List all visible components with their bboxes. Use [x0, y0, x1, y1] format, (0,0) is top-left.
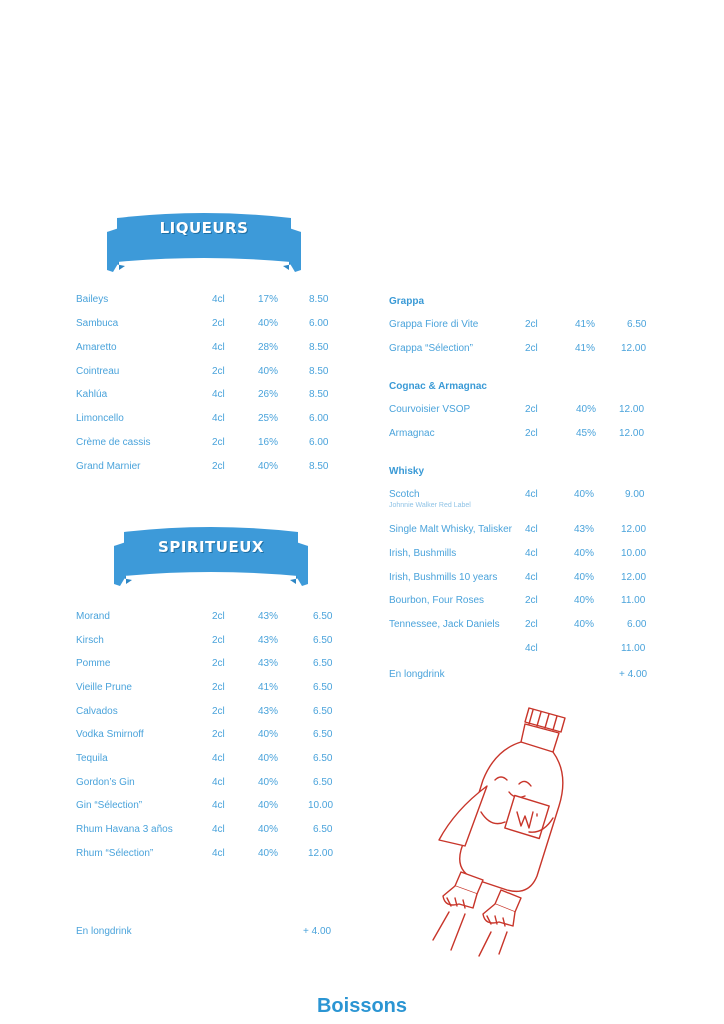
- item-volume: 2cl: [212, 635, 225, 646]
- item-abv: 40%: [574, 619, 595, 630]
- item-volume: 2cl: [525, 343, 538, 354]
- item-name: Sambuca: [76, 318, 119, 329]
- longdrink-label: En longdrink: [76, 926, 132, 937]
- item-price: 12.00: [621, 524, 647, 535]
- item-name: Bourbon, Four Roses: [389, 595, 485, 606]
- item-price: 6.00: [309, 413, 329, 424]
- item-abv: 26%: [258, 389, 279, 400]
- item-name: Gordon’s Gin: [76, 777, 135, 788]
- whisky-heading: Whisky: [389, 466, 425, 477]
- item-volume: 4cl: [212, 777, 225, 788]
- item-name: Armagnac: [389, 428, 435, 439]
- item-abv: 40%: [574, 572, 595, 583]
- item-price: 11.00: [621, 595, 646, 606]
- item-volume: 2cl: [212, 366, 225, 377]
- item-volume: 2cl: [212, 437, 225, 448]
- item-name: Limoncello: [76, 413, 124, 424]
- item-abv: 25%: [258, 413, 279, 424]
- item-volume: 4cl: [525, 643, 538, 654]
- item-price: 9.00: [625, 489, 645, 500]
- item-name: Gin “Sélection”: [76, 800, 143, 811]
- spiritueux-heading: SPIRITUEUX: [158, 538, 264, 556]
- item-price: 6.50: [627, 319, 647, 330]
- item-abv: 40%: [576, 404, 597, 415]
- item-price: 10.00: [308, 800, 334, 811]
- item-abv: 16%: [258, 437, 279, 448]
- item-name: Morand: [76, 611, 110, 622]
- item-volume: 2cl: [525, 404, 538, 415]
- item-volume: 4cl: [212, 389, 225, 400]
- item-volume: 2cl: [212, 318, 225, 329]
- item-name: Grappa Fiore di Vite: [389, 319, 479, 330]
- item-name: Pomme: [76, 658, 111, 669]
- item-volume: 4cl: [212, 413, 225, 424]
- item-price: 6.50: [313, 682, 333, 693]
- item-price: 6.50: [313, 635, 333, 646]
- item-volume: 4cl: [212, 342, 225, 353]
- item-volume: 4cl: [525, 572, 538, 583]
- liqueurs-banner: [105, 210, 303, 276]
- item-abv: 40%: [258, 777, 279, 788]
- item-volume: 2cl: [525, 619, 538, 630]
- item-price: 8.50: [309, 461, 329, 472]
- item-price: 12.00: [619, 404, 645, 415]
- item-abv: 40%: [258, 729, 279, 740]
- item-price: 10.00: [621, 548, 647, 559]
- item-abv: 41%: [575, 343, 596, 354]
- item-abv: 40%: [258, 824, 279, 835]
- item-price: 12.00: [619, 428, 645, 439]
- item-abv: 45%: [576, 428, 597, 439]
- grappa-heading: Grappa: [389, 296, 425, 307]
- item-volume: 4cl: [212, 753, 225, 764]
- item-volume: 2cl: [212, 461, 225, 472]
- item-name: Tequila: [76, 753, 108, 764]
- item-name: Single Malt Whisky, Talisker: [389, 524, 512, 535]
- scotch-subtitle: Johnnie Walker Red Label: [389, 502, 471, 509]
- longdrink-label: En longdrink: [389, 669, 445, 680]
- item-volume: 2cl: [525, 428, 538, 439]
- item-price: 6.50: [313, 706, 333, 717]
- item-price: 6.50: [313, 777, 333, 788]
- item-price: 12.00: [621, 572, 647, 583]
- longdrink-price: + 4.00: [619, 669, 648, 680]
- item-name: Calvados: [76, 706, 118, 717]
- item-name: Crème de cassis: [76, 437, 151, 448]
- item-price: 8.50: [309, 342, 329, 353]
- item-name: Kirsch: [76, 635, 104, 646]
- item-price: 6.50: [313, 753, 333, 764]
- item-abv: 40%: [258, 753, 279, 764]
- item-abv: 40%: [258, 366, 279, 377]
- item-volume: 2cl: [212, 706, 225, 717]
- spiritueux-banner: [112, 524, 310, 590]
- item-name: Grappa “Sélection”: [389, 343, 473, 354]
- item-abv: 40%: [258, 800, 279, 811]
- item-abv: 40%: [258, 318, 279, 329]
- item-price: 12.00: [308, 848, 334, 859]
- item-abv: 40%: [258, 848, 279, 859]
- item-volume: 2cl: [212, 611, 225, 622]
- item-volume: 4cl: [212, 800, 225, 811]
- item-name: Cointreau: [76, 366, 120, 377]
- item-name: Kahlúa: [76, 389, 108, 400]
- item-volume: 2cl: [525, 319, 538, 330]
- item-name: Baileys: [76, 294, 109, 305]
- item-price: 6.50: [313, 729, 333, 740]
- item-abv: 41%: [575, 319, 596, 330]
- item-volume: 4cl: [525, 548, 538, 559]
- item-abv: 40%: [574, 595, 595, 606]
- item-name: Amaretto: [76, 342, 117, 353]
- item-volume: 4cl: [525, 489, 538, 500]
- longdrink-price: + 4.00: [303, 926, 332, 937]
- item-price: 6.00: [309, 437, 329, 448]
- item-name: Courvoisier VSOP: [389, 404, 471, 415]
- item-price: 11.00: [621, 643, 646, 654]
- item-name: Rhum Havana 3 años: [76, 824, 173, 835]
- item-price: 6.50: [313, 824, 333, 835]
- item-abv: 43%: [574, 524, 595, 535]
- item-abv: 43%: [258, 658, 279, 669]
- item-name: Scotch: [389, 489, 420, 500]
- item-abv: 40%: [258, 461, 279, 472]
- item-price: 6.50: [313, 611, 333, 622]
- item-price: 6.00: [627, 619, 647, 630]
- item-abv: 40%: [574, 548, 595, 559]
- item-name: Grand Marnier: [76, 461, 141, 472]
- item-volume: 4cl: [212, 848, 225, 859]
- item-price: 8.50: [309, 366, 329, 377]
- item-name: Tennessee, Jack Daniels: [389, 619, 500, 630]
- item-abv: 43%: [258, 635, 279, 646]
- item-price: 6.00: [309, 318, 329, 329]
- page-title: Boissons: [316, 995, 408, 1017]
- bottle-rocket-illustration: [425, 700, 585, 965]
- liqueurs-heading: LIQUEURS: [159, 219, 249, 237]
- item-volume: 2cl: [212, 658, 225, 669]
- cognac-heading: Cognac & Armagnac: [389, 381, 487, 392]
- item-abv: 43%: [258, 706, 279, 717]
- item-name: Irish, Bushmills: [389, 548, 457, 559]
- item-volume: 2cl: [212, 682, 225, 693]
- item-name: Rhum “Sélection”: [76, 848, 154, 859]
- item-abv: 41%: [258, 682, 279, 693]
- item-abv: 40%: [574, 489, 595, 500]
- item-price: 8.50: [309, 294, 329, 305]
- item-volume: 4cl: [525, 524, 538, 535]
- item-price: 6.50: [313, 658, 333, 669]
- item-price: 8.50: [309, 389, 329, 400]
- item-name: Vieille Prune: [76, 682, 132, 693]
- item-abv: 17%: [258, 294, 279, 305]
- item-name: Irish, Bushmills 10 years: [389, 572, 498, 583]
- item-abv: 43%: [258, 611, 279, 622]
- item-volume: 4cl: [212, 294, 225, 305]
- item-name: Vodka Smirnoff: [76, 729, 144, 740]
- item-price: 12.00: [621, 343, 647, 354]
- item-abv: 28%: [258, 342, 279, 353]
- item-volume: 2cl: [525, 595, 538, 606]
- item-volume: 4cl: [212, 824, 225, 835]
- item-volume: 2cl: [212, 729, 225, 740]
